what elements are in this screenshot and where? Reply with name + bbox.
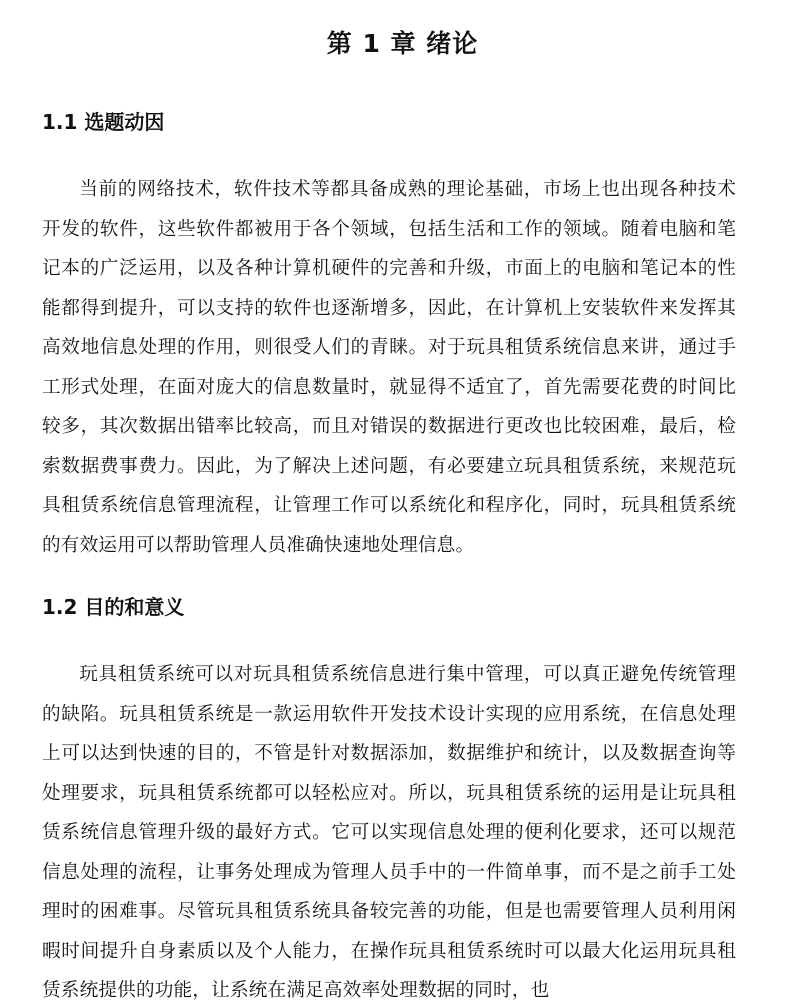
section-heading-1-2: 1.2 目的和意义	[42, 595, 185, 619]
section-1-1-paragraph: 当前的网络技术，软件技术等都具备成熟的理论基础，市场上也出现各种技术开发的软件，这些软件都被用于各个领域，包括生活和工作的领域。随着电脑和笔记本的广泛运用，以及各种计算机硬件的完善和升级，市面上的电脑和笔记本的性能都得到提升，可以支持的软件也逐渐增多，因此，在计算机上安装软件来发挥其高效地信息处理的作用，则很受人们的青睐。对于玩具租赁系统信息来讲，通过手工形式处理，在面对庞大的信息数量时，就显得不适宜了，首先需要花费的时间比较多，其次数据出错率比较高，而且对错误的数据进行更改也比较困难，最后，检索数据费事费力。因此，为了解决上述问题，有必要建立玩具租赁系统，来规范玩具租赁系统信息管理流程，让管理工作可以系统化和程序化，同时，玩具租赁系统的有效运用可以帮助管理人员准确快速地处理信息。	[42, 179, 736, 556]
chapter-title: 第 1 章 绪论	[326, 29, 479, 58]
section-1-2-paragraph: 玩具租赁系统可以对玩具租赁系统信息进行集中管理，可以真正避免传统管理的缺陷。玩具租赁系统是一款运用软件开发技术设计实现的应用系统，在信息处理上可以达到快速的目的，不管是针对数据添加，数据维护和统计，以及数据查询等处理要求，玩具租赁系统都可以轻松应对。所以，玩具租赁系统的运用是让玩具租赁系统信息管理升级的最好方式。它可以实现信息处理的便利化要求，还可以规范信息处理的流程，让事务处理成为管理人员手中的一件简单事，而不是之前手工处理时的困难事。尽管玩具租赁系统具备较完善的功能，但是也需要管理人员利用闲暇时间提升自身素质以及个人能力，在操作玩具租赁系统时可以最大化运用玩具租赁系统提供的功能，让系统在满足高效率处理数据的同时，也	[42, 664, 736, 1000]
section-heading-1-1: 1.1 选题动因	[42, 110, 165, 134]
